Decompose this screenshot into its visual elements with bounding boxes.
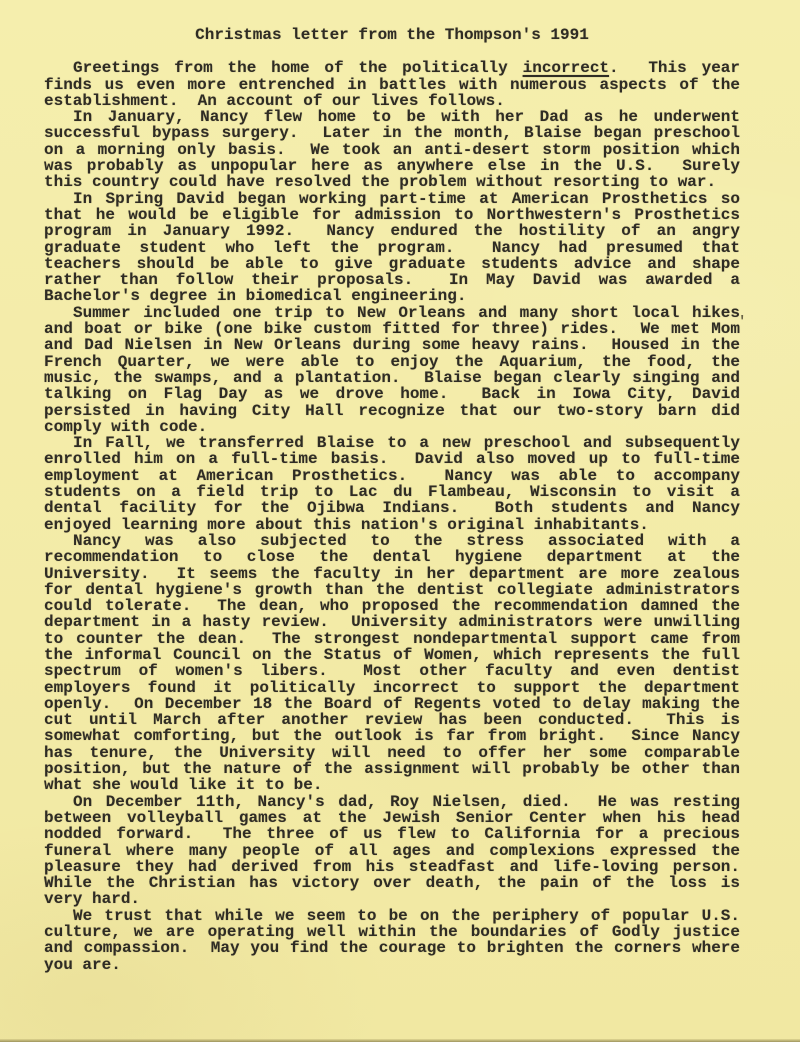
letter-line: music, the swamps, and a plantation. Blaise began clearly singing and [44,368,740,387]
letter-line: has tenure, the University will need to offer her some comparable [44,743,740,762]
letter-line: cut until March after another review has been conducted. This is [44,711,740,730]
letter-line: and Dad Nielsen in New Orleans during some heavy rains. Housed in the [44,336,740,355]
letter-title: Christmas letter from the Thompson's 1991 [195,26,589,44]
letter-line: French Quarter, we were able to enjoy the Aquarium, the food, the [44,352,740,371]
letter-line: funeral where many people of all ages and complexions expressed the [44,841,740,860]
letter-line [44,60,740,76]
stray-ink-mark: ' [738,314,747,330]
letter-line: enjoyed learning more about this nation's original inhabitants. [44,515,649,534]
letter-line: On December 11th, Nancy's dad, Roy Nielsen, died. He was resting [73,792,740,811]
underlined-word: incorrect [522,59,610,78]
letter-line: between volleyball games at the Jewish Senior Center when his head [44,808,740,827]
letter-line: pleasure they had derived from his steadfast and life-loving person. [44,857,740,876]
letter-line: employers found it politically incorrect to support the department [44,678,740,697]
letter-line: Summer included one trip to New Orleans and many short local hikes [73,303,740,322]
letter-line: establishment. An account of our lives follows. [44,91,505,110]
letter-paragraph [44,60,740,109]
letter-paragraph [44,305,740,435]
text-segment: Greetings from the home of the politically [73,59,523,78]
letter-line: rather than follow their proposals. In May David was awarded a [44,271,740,290]
letter-line: position, but the nature of the assignment will probably be other than [44,760,740,779]
letter-line: you are. [44,955,121,974]
text-segment: . This year [609,59,740,78]
letter-line: was probably as unpopular here as anywhere else in the U.S. Surely [44,157,740,176]
letter-line: spectrum of women's libers. Most other faculty and even dentist [44,662,740,681]
letter-paragraph [44,908,740,973]
letter-line: what she would like it to be. [44,776,323,795]
letter-line: program in January 1992. Nancy endured the hostility of an angry [44,222,740,241]
letter-line: nodded forward. The three of us flew to California for a precious [44,825,740,844]
letter-line: We trust that while we seem to be on the periphery of popular U.S. [73,906,740,925]
letter-line: this country could have resolved the problem without resorting to war. [44,173,717,192]
letter-line: department in a hasty review. University administrators were unwilling [44,613,740,632]
letter-line: finds us even more entrenched in battles with numerous aspects of the [44,75,740,94]
letter-line: students on a field trip to Lac du Flambeau, Wisconsin to visit a [44,483,740,502]
letter-line: for dental hygiene's growth than the dentist collegiate administrators [44,580,740,599]
letter-line: talking on Flag Day as we drove home. Back in Iowa City, David [44,385,740,404]
letter-line: teachers should be able to give graduate students advice and shape [44,254,740,273]
letter-line: University. It seems the faculty in her department are more zealous [44,564,740,583]
letter-line: While the Christian has victory over death, the pain of the loss is [44,874,740,893]
letter-line: the informal Council on the Status of Women, which represents the full [44,645,740,664]
letter-line: very hard. [44,890,141,909]
letter-paragraph [44,794,740,908]
letter-line: persisted in having City Hall recognize that our two-story barn did [44,401,740,420]
letter-line: In January, Nancy flew home to be with her Dad as he underwent [73,108,740,127]
letter-line: recommendation to close the dental hygiene department at the [44,548,740,567]
letter-line: and boat or bike (one bike custom fitted for three) rides. We met Mom [44,320,740,339]
letter-line: successful bypass surgery. Later in the month, Blaise began preschool [44,124,740,143]
letter-paragraph [44,191,740,305]
letter-line: In Spring David began working part-time at American Prosthetics so [73,189,740,208]
letter-line: could tolerate. The dean, who proposed the recommendation damned the [44,597,740,616]
letter-body [44,60,740,973]
letter-line: on a morning only basis. We took an anti-desert storm position which [44,140,740,159]
letter-line: Bachelor's degree in biomedical engineering. [44,287,467,306]
letter-line: that he would be eligible for admission to Northwestern's Prosthetics [44,205,740,224]
letter-line: to counter the dean. The strongest nondepartmental support came from [44,629,740,648]
letter-line: enrolled him on a full-time basis. David also moved up to full-time [44,450,740,469]
letter-paragraph [44,435,740,533]
letter-line: dental facility for the Ojibwa Indians. Both students and Nancy [44,499,740,518]
letter-line: In Fall, we transferred Blaise to a new preschool and subsequently [73,434,740,453]
letter-line: graduate student who left the program. Nancy had presumed that [44,238,740,257]
letter-line: culture, we are operating well within the boundaries of Godly justice [44,923,740,942]
letter-paragraph [44,533,740,794]
letter-paragraph [44,109,740,190]
letter-line: openly. On December 18 the Board of Regents voted to delay making the [44,694,740,713]
letter-line: and compassion. May you find the courage to brighten the corners where [44,939,740,958]
letter-line: comply with code. [44,417,208,436]
letter-line: somewhat comforting, but the outlook is far from bright. Since Nancy [44,727,740,746]
letter-line: employment at American Prosthetics. Nancy was able to accompany [44,466,740,485]
letter-line: Nancy was also subjected to the stress associated with a [73,531,740,550]
